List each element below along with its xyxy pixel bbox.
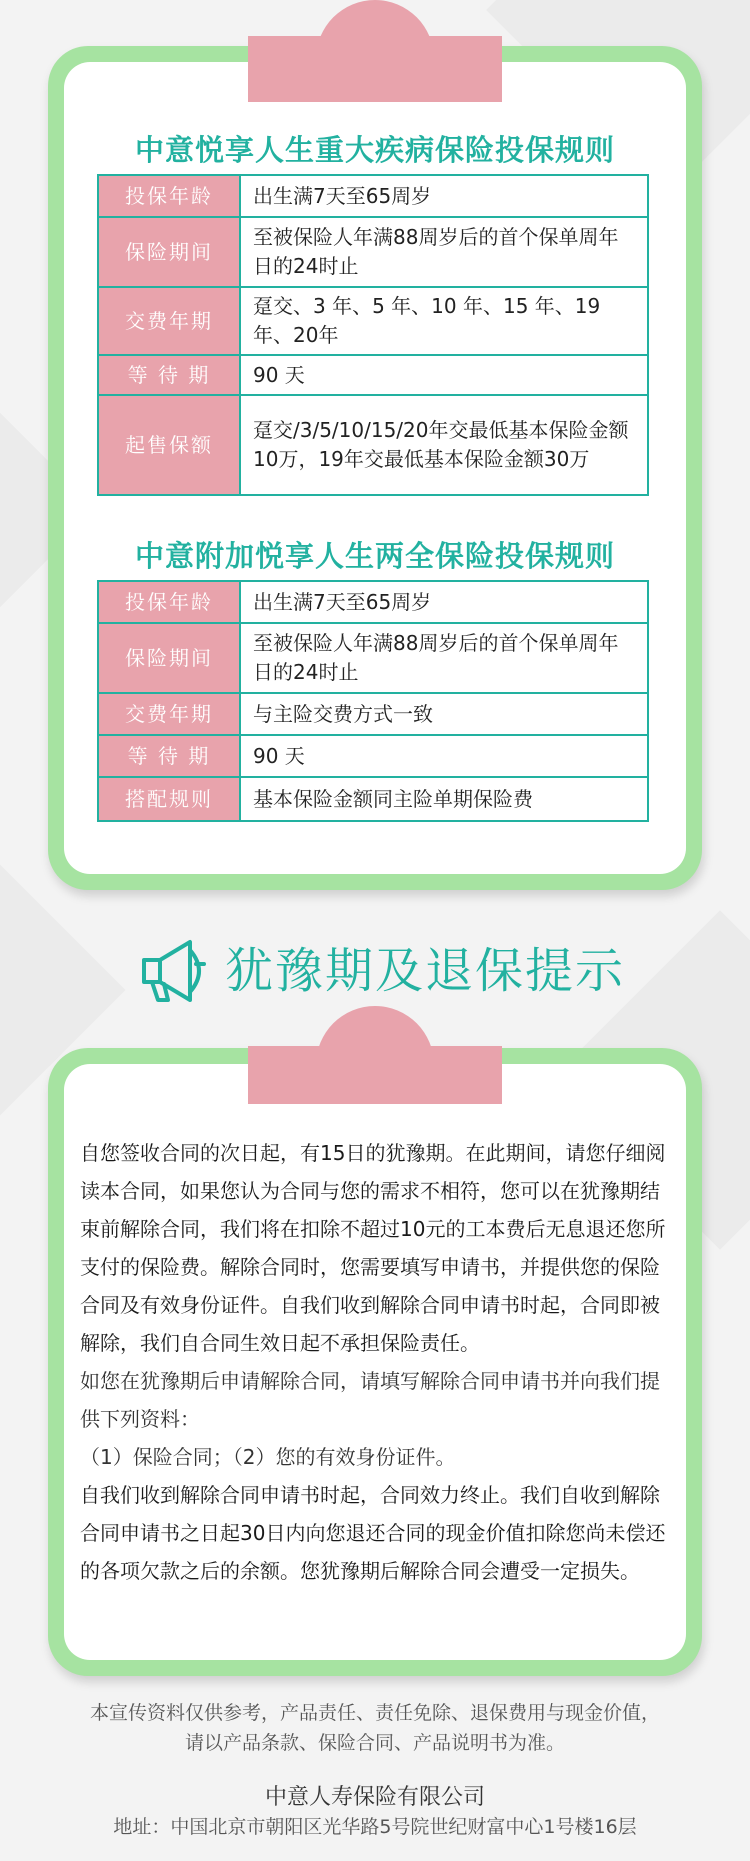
- row-value: 趸交/3/5/10/15/20年交最低基本保险金额10万，19年交最低基本保险金额30万: [240, 395, 648, 495]
- table-row: [98, 175, 648, 217]
- row-label: 起售保额: [98, 395, 240, 495]
- row-value: 趸交、3 年、5 年、10 年、15 年、19年、20年: [240, 287, 648, 355]
- tips-paragraph: 自您签收合同的次日起，有15日的犹豫期。在此期间，请您仔细阅读本合同，如果您认为合同与您的需求不相符，您可以在犹豫期结束前解除合同，我们将在扣除不超过10元的工本费后无息退还您所支付的保险费。解除合同时，您需要填写申请书，并提供您的保险合同及有效身份证件。自我们收到解除合同申请书时起，合同即被解除，我们自合同生效日起不承担保险责任。: [80, 1141, 666, 1355]
- company-name: 中意人寿保险有限公司: [264, 1785, 485, 1810]
- section2-table: [97, 580, 649, 822]
- table-row: [98, 395, 648, 495]
- section1-table: [97, 174, 649, 496]
- card-tab: [248, 1046, 502, 1104]
- tips-paragraph: （1）保险合同；（2）您的有效身份证件。: [80, 1445, 456, 1469]
- row-label: 等 待 期: [98, 355, 240, 395]
- tips-paragraph: 如您在犹豫期后申请解除合同，请填写解除合同申请书并向我们提供下列资料：: [80, 1369, 660, 1431]
- disclaimer-line: 请以产品条款、保险合同、产品说明书为准。: [184, 1732, 565, 1754]
- table-row: [98, 287, 648, 355]
- row-value: 90 天: [240, 735, 648, 777]
- row-value: 出生满7天至65周岁: [240, 581, 648, 623]
- row-label: 等 待 期: [98, 735, 240, 777]
- table-row: [98, 693, 648, 735]
- row-label: 投保年龄: [98, 581, 240, 623]
- row-value: 基本保险金额同主险单期保险费: [240, 777, 648, 821]
- company-address: 地址：中国北京市朝阳区光华路5号院世纪财富中心1号楼16层: [113, 1816, 637, 1838]
- tips-paragraph: 自我们收到解除合同申请书时起，合同效力终止。我们自收到解除合同申请书之日起30日内向您退还合同的现金价值扣除您尚未偿还的各项欠款之后的余额。您犹豫期后解除合同会遭受一定损失。: [80, 1483, 666, 1583]
- section2-title: 中意附加悦享人生两全保险投保规则: [134, 539, 615, 573]
- disclaimer: [0, 1698, 750, 1758]
- megaphone-icon: [138, 930, 218, 1010]
- row-value: 至被保险人年满88周岁后的首个保单周年日的24时止: [240, 623, 648, 693]
- row-label: 交费年期: [98, 287, 240, 355]
- table-row: [98, 355, 648, 395]
- row-label: 投保年龄: [98, 175, 240, 217]
- row-label: 交费年期: [98, 693, 240, 735]
- row-value: 出生满7天至65周岁: [240, 175, 648, 217]
- table-row: [98, 777, 648, 821]
- row-value: 90 天: [240, 355, 648, 395]
- row-label: 保险期间: [98, 623, 240, 693]
- row-label: 保险期间: [98, 217, 240, 287]
- card-tab: [248, 36, 502, 102]
- disclaimer-line: 本宣传资料仅供参考，产品责任、责任免除、退保费用与现金价值，: [89, 1702, 660, 1724]
- tips-body: [80, 1134, 672, 1590]
- row-value: 至被保险人年满88周岁后的首个保单周年日的24时止: [240, 217, 648, 287]
- tips-heading: 犹豫期及退保提示: [225, 943, 626, 999]
- section1-title: 中意悦享人生重大疾病保险投保规则: [134, 133, 615, 167]
- table-row: [98, 581, 648, 623]
- table-row: [98, 623, 648, 693]
- table-row: [98, 217, 648, 287]
- row-value: 与主险交费方式一致: [240, 693, 648, 735]
- table-row: [98, 735, 648, 777]
- row-label: 搭配规则: [98, 777, 240, 821]
